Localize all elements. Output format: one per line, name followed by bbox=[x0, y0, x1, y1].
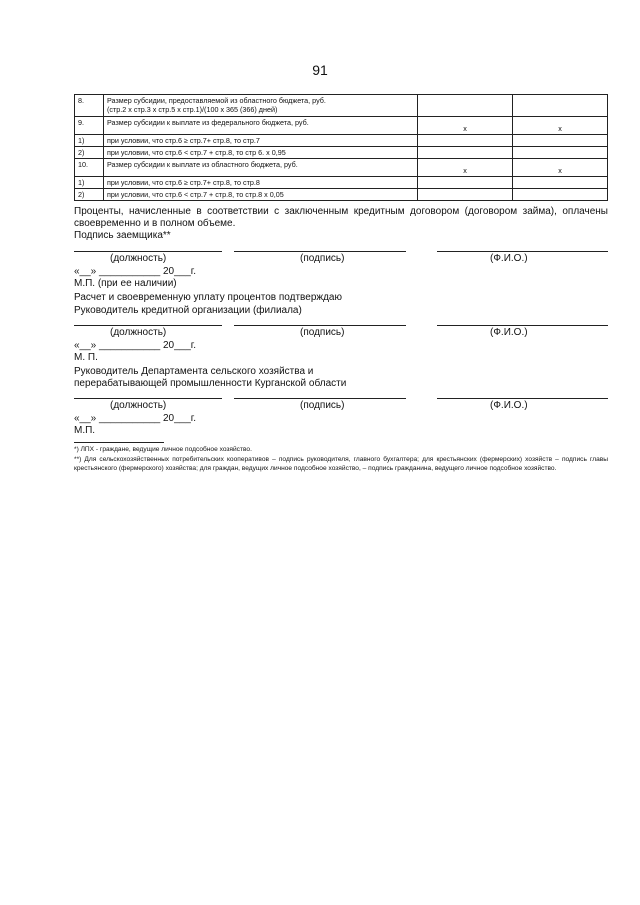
footnote-1: *) ЛПХ - граждане, ведущие личное подсобное хозяйство. bbox=[74, 446, 252, 453]
table-row bbox=[75, 159, 608, 177]
federal-value-cell: х bbox=[418, 159, 513, 177]
fio-caption: (Ф.И.О.) bbox=[490, 327, 528, 338]
table-row bbox=[75, 189, 608, 201]
bank-head-title: Руководитель кредитной организации (филиала) bbox=[74, 305, 302, 316]
table-row bbox=[75, 135, 608, 147]
table-row bbox=[75, 177, 608, 189]
fio-caption: (Ф.И.О.) bbox=[490, 400, 528, 411]
dept-head-title-line2: перерабатывающей промышленности Курганской области bbox=[74, 378, 347, 389]
borrower-signature-label: Подпись заемщика** bbox=[74, 230, 171, 241]
row-number: 2) bbox=[75, 147, 104, 159]
regional-value-cell bbox=[513, 189, 608, 201]
stamp-label: М.П. bbox=[74, 425, 96, 436]
signature-line bbox=[234, 325, 406, 326]
fio-line bbox=[437, 398, 608, 399]
federal-value-cell bbox=[418, 147, 513, 159]
federal-value-cell bbox=[418, 189, 513, 201]
row-description: при условии, что стр.6 < стр.7 + стр.8, то стр.8 х 0,05 bbox=[104, 189, 418, 201]
signature-line bbox=[234, 398, 406, 399]
row-description: при условии, что стр.6 ≥ стр.7+ стр.8, то стр.7 bbox=[104, 135, 418, 147]
table-row bbox=[75, 117, 608, 135]
date-line: «__» ___________ 20___г. bbox=[74, 340, 196, 351]
regional-value-cell bbox=[513, 135, 608, 147]
footnote-separator bbox=[74, 442, 164, 443]
table-row bbox=[75, 147, 608, 159]
table-row bbox=[75, 95, 608, 117]
row-number: 8. bbox=[75, 95, 104, 117]
fio-line bbox=[437, 325, 608, 326]
row-description: Размер субсидии к выплате из федерального бюджета, руб. bbox=[104, 117, 418, 135]
signature-caption: (подпись) bbox=[300, 253, 345, 264]
row-number: 10. bbox=[75, 159, 104, 177]
position-caption: (должность) bbox=[110, 253, 167, 264]
regional-value-cell: х bbox=[513, 159, 608, 177]
stamp-label: М. П. bbox=[74, 352, 98, 363]
position-caption: (должность) bbox=[110, 400, 167, 411]
row-description: при условии, что стр.6 ≥ стр.7+ стр.8, то стр.8 bbox=[104, 177, 418, 189]
row-number: 2) bbox=[75, 189, 104, 201]
federal-value-cell bbox=[418, 95, 513, 117]
row-description: при условии, что стр.6 < стр.7 + стр.8, то стр 6. х 0,95 bbox=[104, 147, 418, 159]
stamp-label: М.П. (при ее наличии) bbox=[74, 278, 177, 289]
row-number: 1) bbox=[75, 135, 104, 147]
confirm-statement: Расчет и своевременную уплату процентов подтверждаю bbox=[74, 292, 342, 303]
footnote-2: **) Для сельскохозяйственных потребительских кооперативов – подпись руководителя, главного бухгалтера; для крестьянских (фермерских) хозяйств – подпись главы крестьянского (фермерского) хозяйства; для граждан, ведущих личное подсобное хозяйство, – подпись гражданина, ведущего личное подсобное хозяйство. bbox=[74, 456, 608, 472]
federal-value-cell bbox=[418, 135, 513, 147]
row-description: Размер субсидии к выплате из областного бюджета, руб. bbox=[104, 159, 418, 177]
page-number: 91 bbox=[312, 62, 328, 78]
date-line: «__» ___________ 20___г. bbox=[74, 413, 196, 424]
subsidy-calculation-table bbox=[74, 94, 608, 201]
federal-value-cell bbox=[418, 177, 513, 189]
regional-value-cell bbox=[513, 95, 608, 117]
regional-value-cell: х bbox=[513, 117, 608, 135]
regional-value-cell bbox=[513, 147, 608, 159]
position-line bbox=[74, 251, 222, 252]
fio-caption: (Ф.И.О.) bbox=[490, 253, 528, 264]
row-description: Размер субсидии, предоставляемой из областного бюджета, руб. (стр.2 х стр.3 х стр.5 х стр.1)/(100 х 365 (366) дней) bbox=[104, 95, 418, 117]
fio-line bbox=[437, 251, 608, 252]
date-line: «__» ___________ 20___г. bbox=[74, 266, 196, 277]
row-number: 9. bbox=[75, 117, 104, 135]
position-line bbox=[74, 325, 222, 326]
signature-caption: (подпись) bbox=[300, 327, 345, 338]
regional-value-cell bbox=[513, 177, 608, 189]
signature-caption: (подпись) bbox=[300, 400, 345, 411]
federal-value-cell: х bbox=[418, 117, 513, 135]
dept-head-title-line1: Руководитель Департамента сельского хозяйства и bbox=[74, 366, 314, 377]
position-caption: (должность) bbox=[110, 327, 167, 338]
position-line bbox=[74, 398, 222, 399]
row-number: 1) bbox=[75, 177, 104, 189]
signature-line bbox=[234, 251, 406, 252]
interest-statement: Проценты, начисленные в соответствии с заключенным кредитным договором (договором займа), оплачены своевременно и в полном объеме. bbox=[74, 206, 608, 229]
